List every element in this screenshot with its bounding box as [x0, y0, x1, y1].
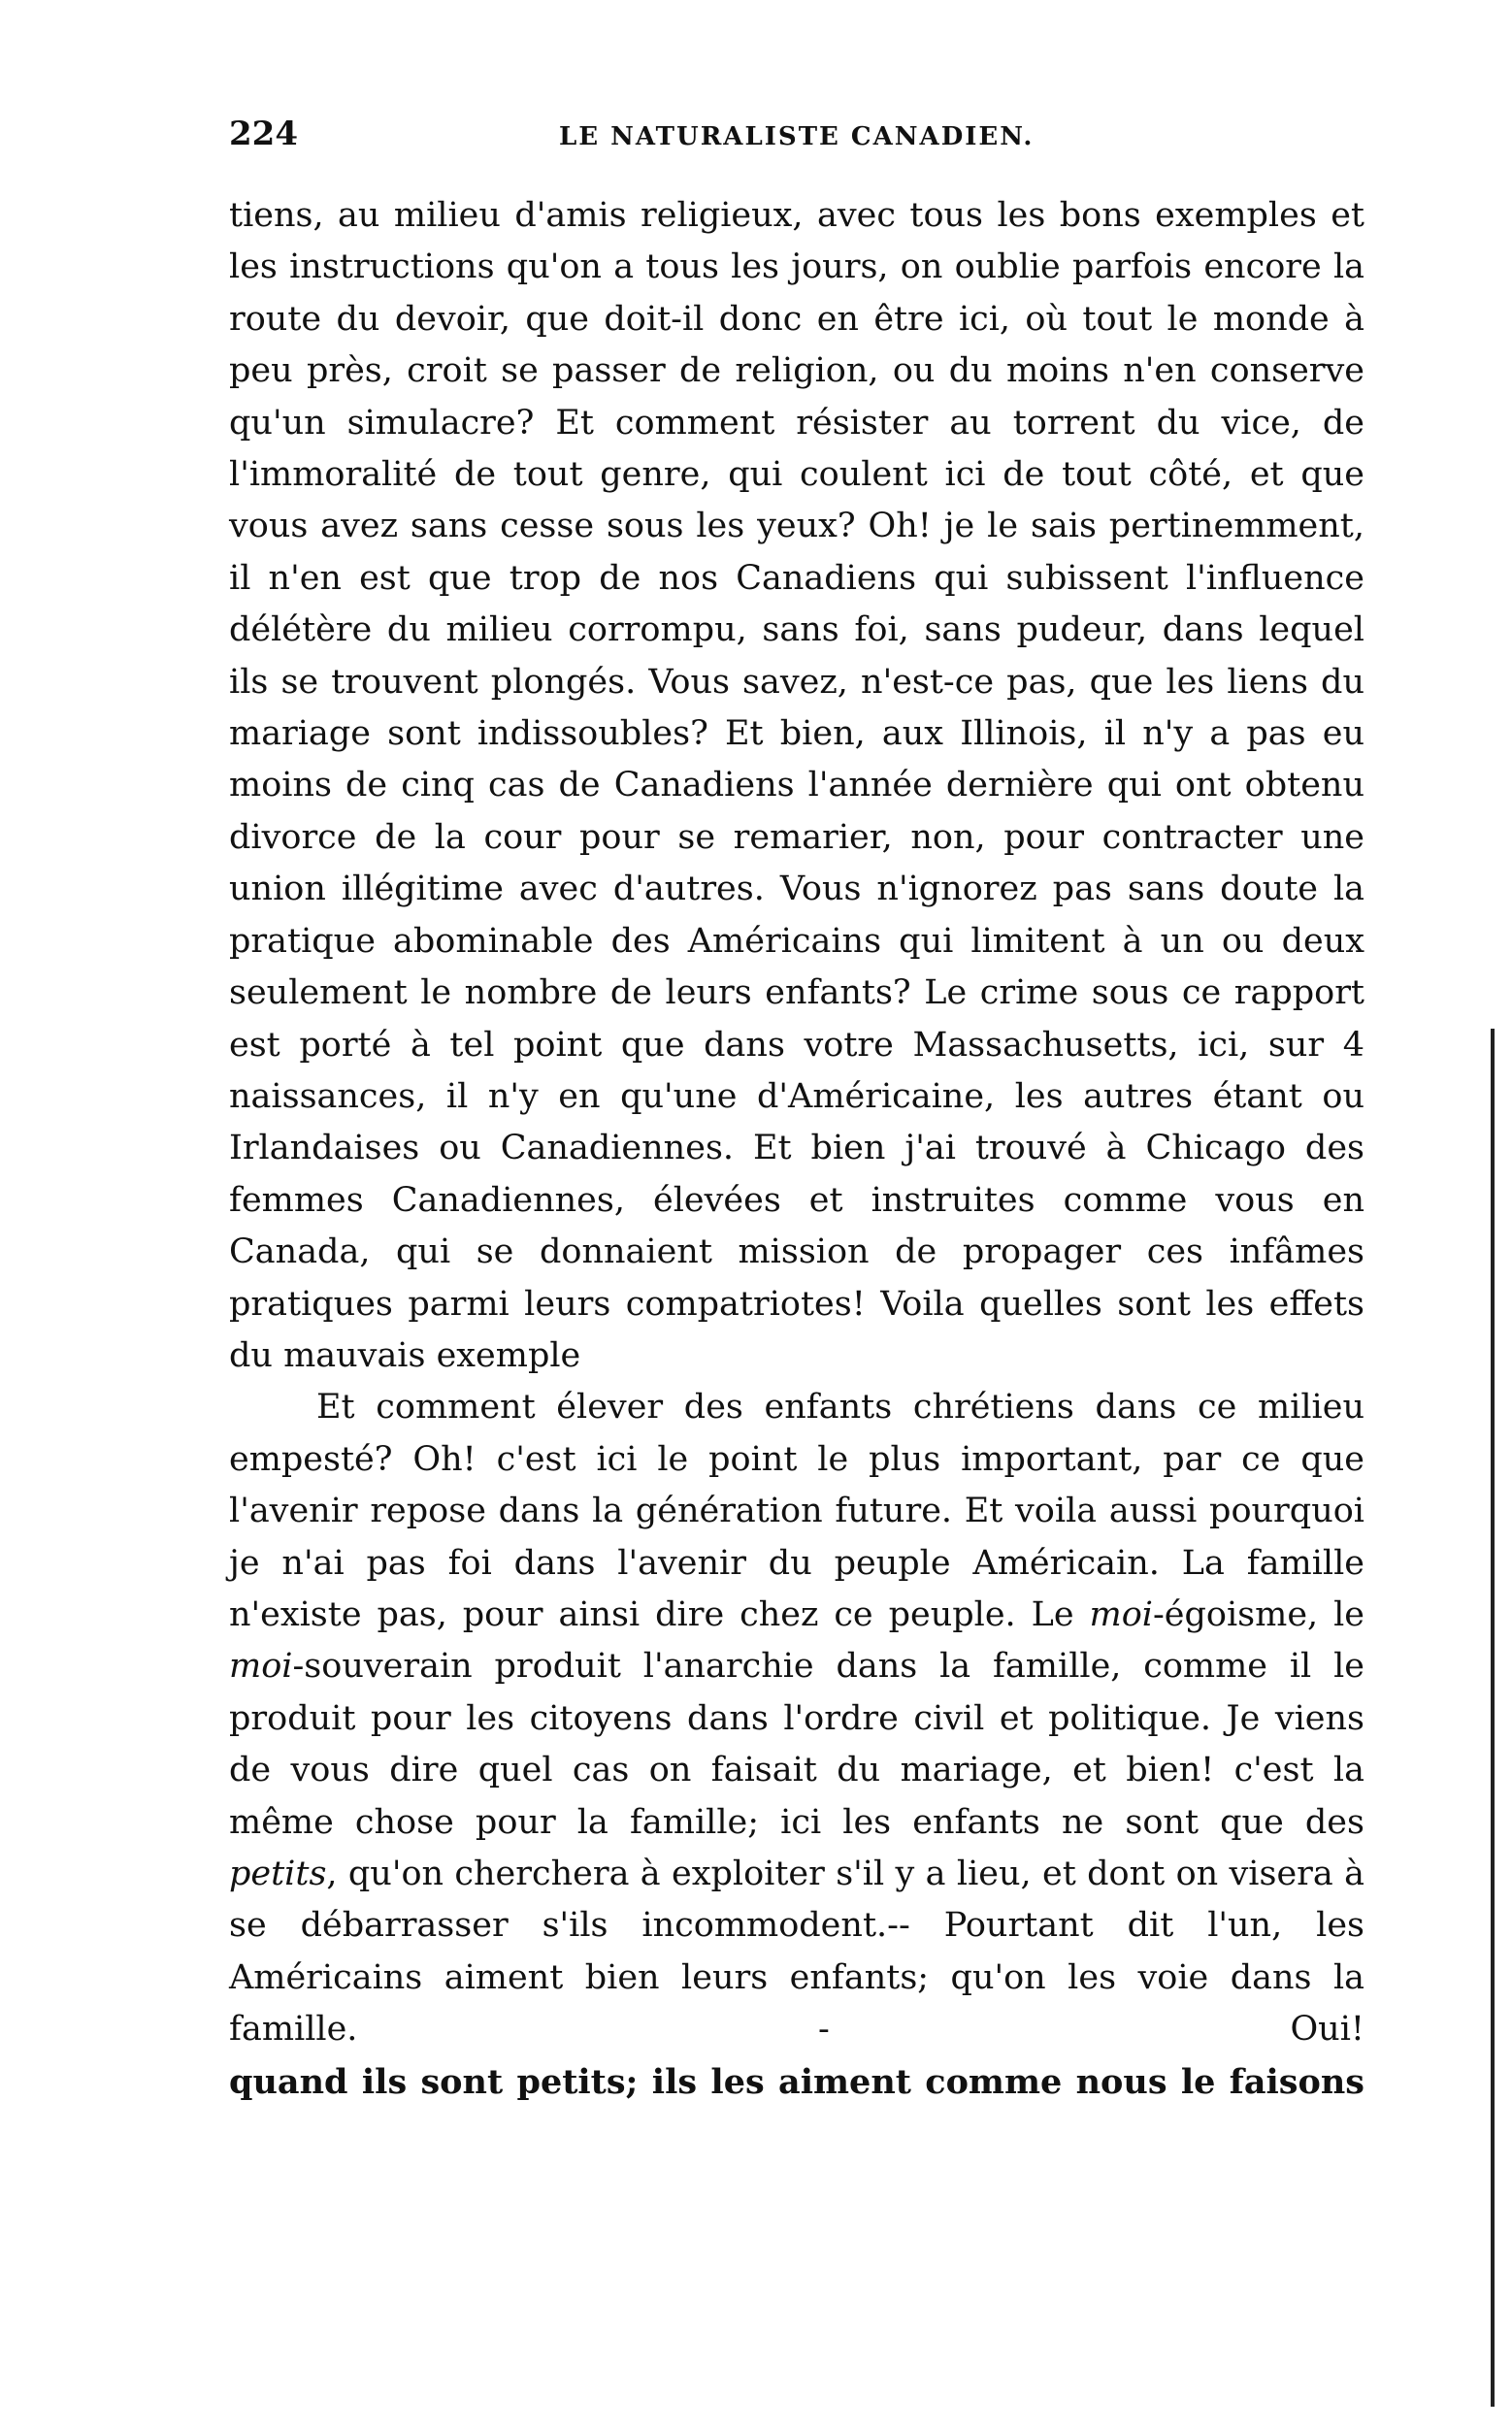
running-head: LE NATURALISTE CANADIEN.: [559, 122, 1035, 151]
moi-emphasis-1: moi: [1089, 1594, 1153, 1634]
paragraph-1: tiens, au milieu d'amis religieux, avec tous les bons exemples et les instructions qu'on a tous les jours, on oublie parfois encore la route du devoir, que doit-il donc en être ici, où tout le monde à peu près, croit se passer de religion, ou du moins n'en conserve qu'un simulacre? Et comment résister au torrent du vice, de l'immoralité de tout genre, qui coulent ici de tout côté, et que vous avez sans cesse sous les yeux? Oh! je le sais pertinemment, il n'en est que trop de nos Canadiens qui subissent l'influence délétère du milieu corrompu, sans foi, sans pudeur, dans lequel ils se trouvent plongés. Vous savez, n'est-ce pas, que les liens du mariage sont indissoubles? Et bien, aux Illinois, il n'y a pas eu moins de cinq cas de Canadiens l'année dernière qui ont obtenu divorce de la cour pour se remarier, non, pour contracter une union illégitime avec d'autres. Vous n'ignorez pas sans doute la pratique abominable des Américains qui limitent à un ou deux seulement le nombre de leurs enfants? Le crime sous ce rapport est porté à tel point que dans votre Massachusetts, ici, sur 4 naissances, il n'y en qu'une d'Américaine, les autres étant ou Irlandaises ou Canadiennes. Et bien j'ai trouvé à Chicago des femmes Canadiennes, élevées et instruites comme vous en Canada, qui se donnaient mission de propager ces infâmes pratiques parmi leurs compatriotes! Voila quelles sont les effets du mauvais exemple: [229, 196, 1364, 1375]
paragraph-2-final-line: quand ils sont petits; ils les aiment comme nous le faisons: [229, 2061, 1364, 2102]
paragraph-2-text-c: -souverain produit l'anarchie dans la famille, comme il le produit pour les citoyens dans l'ordre civil et politique. Je viens de vous dire quel cas on faisait du mariage, et bien! c'est la même chose pour la famille; ici les enfants ne sont que des: [229, 1647, 1364, 1842]
page-header: [229, 115, 1364, 163]
margin-rule: [1491, 1029, 1495, 2407]
moi-emphasis-2: moi: [229, 1647, 293, 1687]
body-text: [229, 190, 1364, 2108]
paragraph-2-text-b: -égoisme, le: [1152, 1594, 1365, 1634]
paragraph-2-text-d: , qu'on cherchera à exploiter s'il y a lieu, et dont on visera à se débarrasser s'ils incommodent.-- Pourtant dit l'un, les Américains aiment bien leurs enfants; qu'on les voie dans la famille. - Oui!: [229, 1855, 1364, 2050]
paragraph-2-text-a: Et comment élever des enfants chrétiens dans ce milieu empesté? Oh! c'est ici le point le plus important, par ce que l'avenir repose dans la génération future. Et voila aussi pourquoi je n'ai pas foi dans l'avenir du peuple Américain. La famille n'existe pas, pour ainsi dire chez ce peuple. Le: [229, 1388, 1364, 1634]
petits-emphasis: petits: [229, 1855, 327, 1893]
page-number: 224: [229, 115, 298, 153]
paragraph-2: [229, 1382, 1364, 2055]
